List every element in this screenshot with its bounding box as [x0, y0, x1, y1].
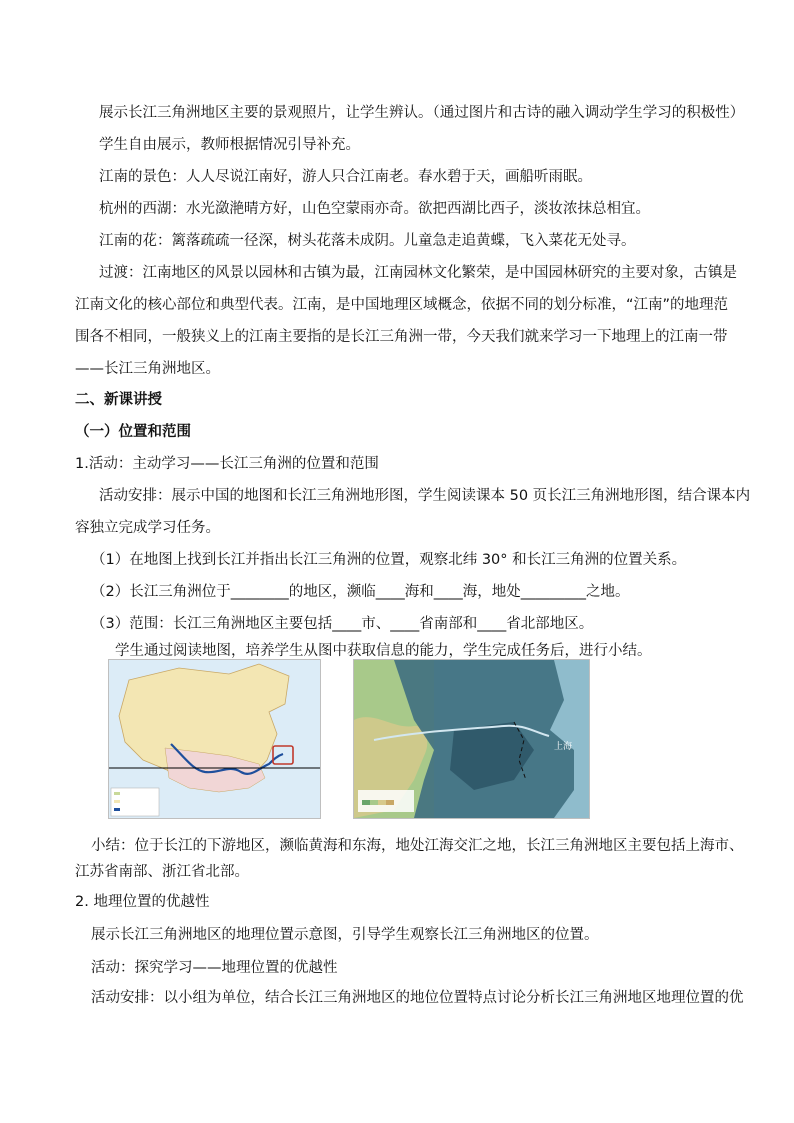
activity-2-arrangement: 活动安排：以小组为单位，结合长江三角洲地区的地位位置特点讨论分析长江三角洲地区地理位置的优: [91, 990, 744, 1006]
shanghai-map-label: 上海: [554, 742, 573, 752]
section-2-title: 2. 地理位置的优越性: [75, 894, 210, 910]
activity-1-arrangement: 活动安排：展示中国的地图和长江三角洲地形图，学生阅读课本 50 页长江三角洲地形图，结合课本内: [99, 488, 751, 504]
paragraph-jiangnan-flowers: 江南的花：篱落疏疏一径深，树头花落未成阴。儿童急走追黄蝶，飞入菜花无处寻。: [99, 233, 636, 249]
subsection-heading-location: （一）位置和范围: [75, 424, 191, 440]
section-heading-new-lesson: 二、新课讲授: [75, 392, 162, 408]
summary-line-2: 江苏省南部、浙江省北部。: [75, 864, 249, 880]
activity-2-title: 活动：探究学习——地理位置的优越性: [91, 960, 338, 976]
paragraph-jiangnan-scenery: 江南的景色：人人尽说江南好，游人只合江南老。春水碧于天，画船听雨眠。: [99, 169, 592, 185]
china-map-image: [108, 659, 321, 819]
paragraph-map-reading: 学生通过阅读地图，培养学生从图中获取信息的能力，学生完成任务后，进行小结。: [115, 643, 652, 659]
paragraph-transition-3: 围各不相同，一般狭义上的江南主要指的是长江三角洲一带，今天我们就来学习一下地理上的江南一带: [75, 329, 728, 345]
paragraph-location-diagram: 展示长江三角洲地区的地理位置示意图，引导学生观察长江三角洲地区的位置。: [91, 927, 599, 943]
paragraph-transition-2: 江南文化的核心部位和典型代表。江南，是中国地理区域概念，依据不同的划分标准，“江南”的地理范: [75, 297, 729, 313]
task-1: （1）在地图上找到长江并指出长江三角洲的位置，观察北纬 30° 和长江三角洲的位置关系。: [91, 552, 687, 568]
task-2: （2）长江三角洲位于________的地区，濒临____海和____海，地处_________之地。: [91, 584, 630, 600]
paragraph-transition-4: ——长江三角洲地区。: [75, 361, 220, 377]
paragraph-landscape-photos: 展示长江三角洲地区主要的景观照片，让学生辨认。（通过图片和古诗的融入调动学生学习的积极性）: [99, 105, 745, 121]
yangtze-delta-terrain-map-image: [353, 659, 590, 819]
summary-line-1: 小结：位于长江的下游地区，濒临黄海和东海，地处江海交汇之地，长江三角洲地区主要包括上海市、: [91, 838, 744, 854]
map-figures: [108, 659, 590, 819]
paragraph-transition-1: 过渡：江南地区的风景以园林和古镇为最，江南园林文化繁荣，是中国园林研究的主要对象，古镇是: [99, 265, 737, 281]
activity-1-title: 1.活动：主动学习——长江三角洲的位置和范围: [75, 456, 379, 472]
paragraph-student-show: 学生自由展示，教师根据情况引导补充。: [99, 137, 360, 153]
activity-1-arrangement-cont: 容独立完成学习任务。: [75, 520, 220, 536]
paragraph-west-lake: 杭州的西湖：水光潋滟晴方好，山色空蒙雨亦奇。欲把西湖比西子，淡妆浓抹总相宜。: [99, 201, 650, 217]
task-3: （3）范围：长江三角洲地区主要包括____市、____省南部和____省北部地区。: [91, 616, 594, 632]
